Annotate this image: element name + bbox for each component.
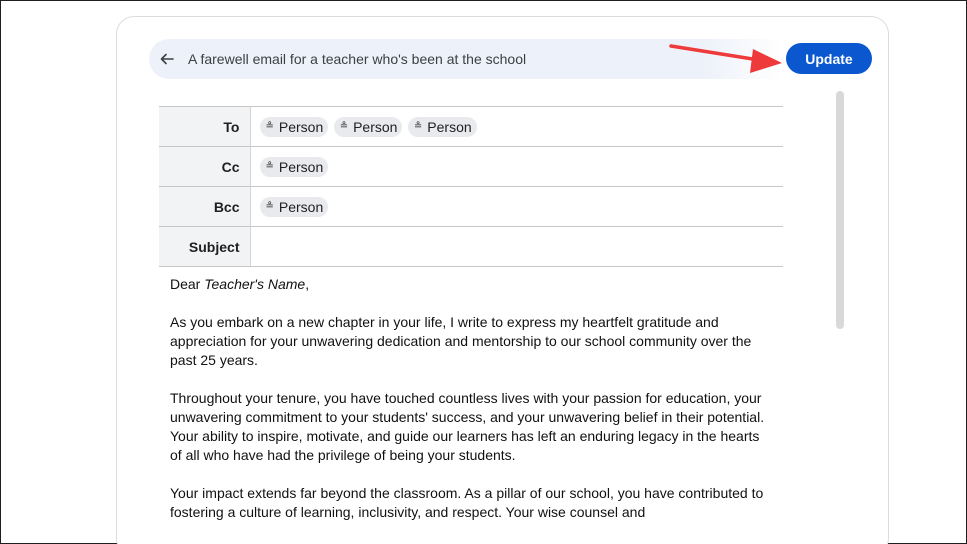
body-paragraph: As you embark on a new chapter in your life, I write to express my heartfelt gratitude and appreciation for your unwavering dedication and mentorship to our school community over the past 25 years. (170, 314, 752, 368)
to-row (159, 107, 783, 147)
person-icon: ≗ (339, 121, 349, 133)
to-label: To (159, 107, 250, 147)
recipient-chip[interactable] (260, 197, 329, 217)
recipient-chip[interactable] (334, 117, 403, 137)
scrollbar[interactable] (836, 91, 844, 329)
cc-label: Cc (159, 147, 250, 187)
chip-label: Person (353, 118, 398, 135)
help-me-write-panel (116, 16, 889, 544)
prompt-bar[interactable] (149, 39, 702, 79)
recipient-chip[interactable] (408, 117, 477, 137)
chip-label: Person (278, 198, 324, 215)
person-icon: ≗ (265, 121, 274, 133)
chip-label: Person (278, 158, 324, 175)
greeting (170, 275, 770, 294)
chip-label: Person (427, 118, 472, 135)
cc-field[interactable] (250, 147, 783, 187)
person-icon: ≗ (413, 121, 423, 133)
subject-field[interactable] (250, 227, 783, 267)
greeting-suffix: , (305, 276, 310, 292)
bcc-field[interactable] (250, 187, 783, 227)
teacher-name-placeholder: Teacher's Name (204, 276, 306, 292)
prompt-text[interactable]: A farewell email for a teacher who's been at the school (188, 51, 527, 67)
to-field[interactable] (250, 107, 783, 147)
back-arrow-icon[interactable] (159, 51, 175, 67)
greeting-prefix: Dear (170, 276, 205, 292)
person-icon: ≗ (265, 201, 274, 213)
bcc-row (159, 187, 783, 227)
recipient-chip[interactable] (260, 157, 329, 177)
email-body[interactable] (170, 275, 770, 541)
body-paragraph: Throughout your tenure, you have touched countless lives with your passion for education, your unwavering commitment to your students' success, and your unwavering belief in their potential. Your ability to inspire, motivate, and guide our learners has left an enduring legacy in the hearts of all who have had the privilege of being your students. (170, 390, 765, 463)
subject-label: Subject (159, 227, 250, 267)
email-fields-table (159, 106, 783, 267)
bcc-label: Bcc (159, 187, 250, 227)
annotation-arrow-icon (667, 41, 785, 81)
chip-label: Person (278, 118, 324, 135)
body-paragraph: Your impact extends far beyond the classroom. As a pillar of our school, you have contributed to fostering a culture of learning, inclusivity, and respect. Your wise counsel and (170, 485, 764, 520)
subject-row (159, 227, 783, 267)
recipient-chip[interactable] (260, 117, 329, 137)
cc-row (159, 147, 783, 187)
update-button[interactable]: Update (786, 43, 872, 74)
person-icon: ≗ (265, 161, 274, 173)
